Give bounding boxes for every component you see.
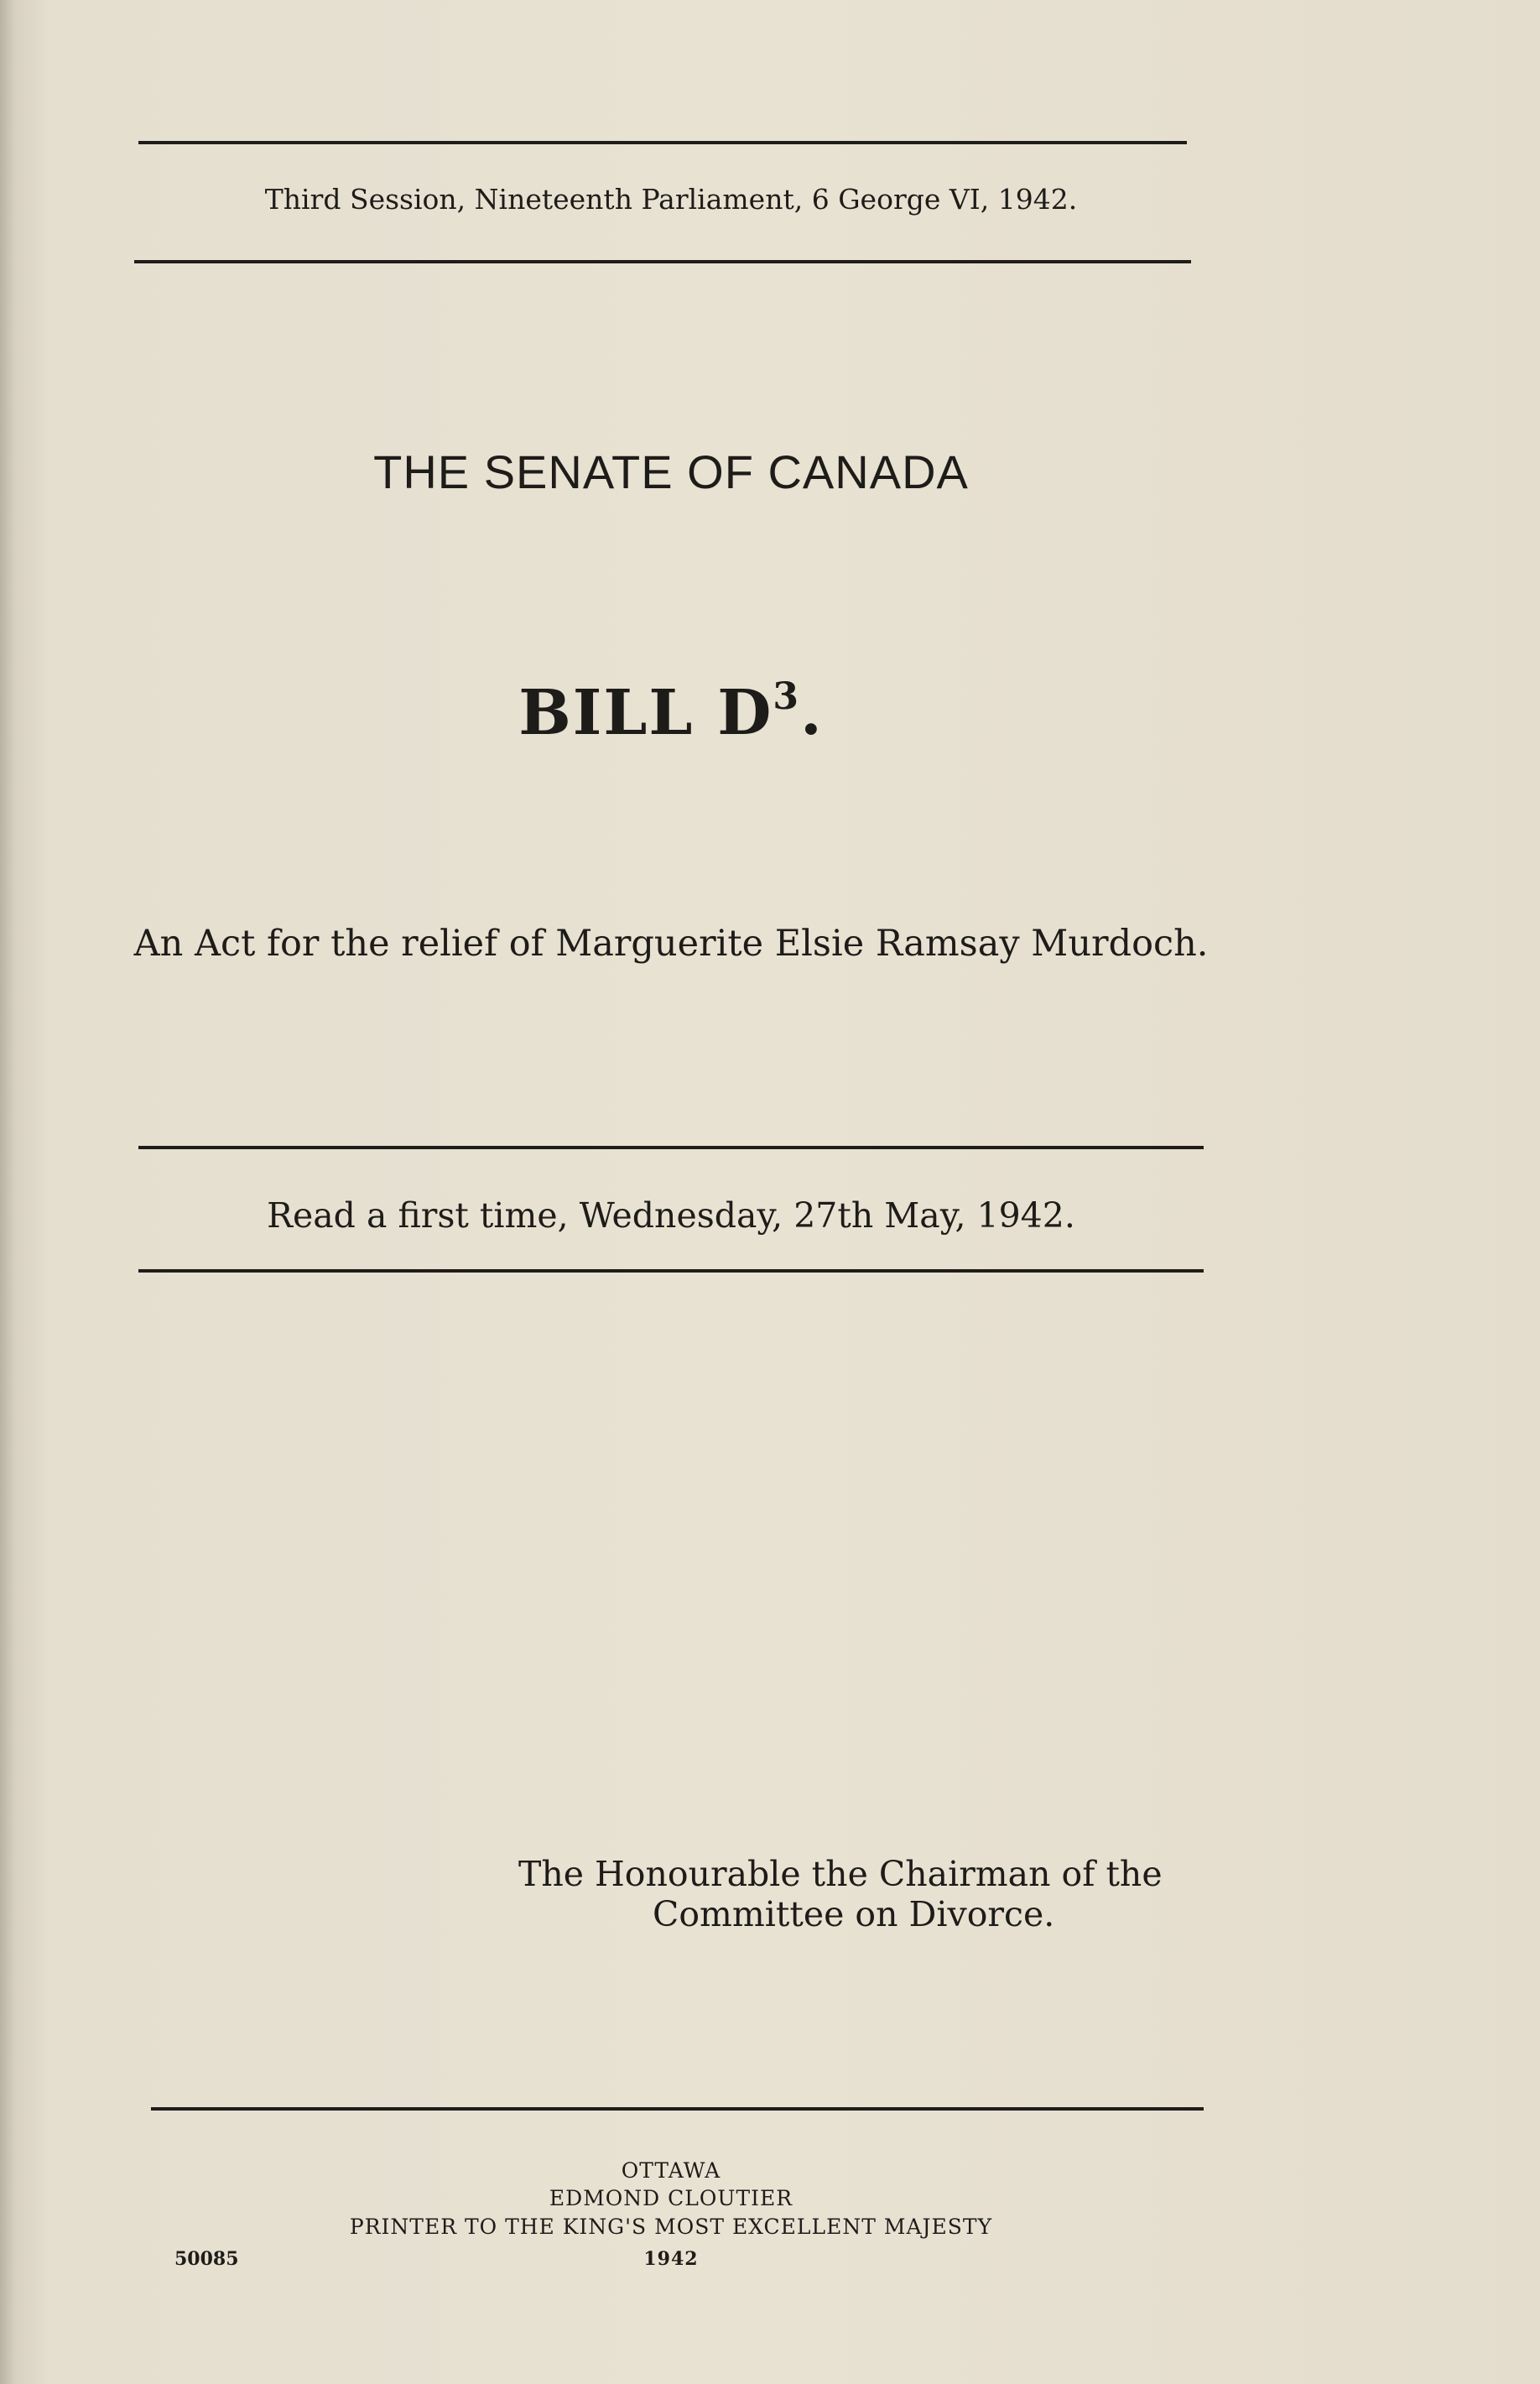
bill-label: BILL D	[518, 677, 773, 749]
reading-line: Read a first time, Wednesday, 27th May, 1942.	[267, 1195, 1075, 1236]
reading-rule-bottom	[138, 1269, 1204, 1273]
bill-period: .	[800, 677, 824, 749]
top-rule	[138, 141, 1187, 144]
imprint-year: 1942	[643, 2248, 699, 2270]
house-title: THE SENATE OF CANADA	[373, 445, 969, 498]
session-line: Third Session, Nineteenth Parliament, 6 George VI, 1942.	[264, 183, 1078, 216]
imprint-city: OTTAWA	[621, 2158, 721, 2183]
bill-superscript: 3	[773, 675, 801, 718]
imprint-rule	[151, 2107, 1204, 2111]
imprint-printer-title: PRINTER TO THE KING'S MOST EXCELLENT MAJESTY	[349, 2215, 993, 2239]
imprint-printer-name: EDMOND CLOUTIER	[549, 2186, 793, 2210]
reading-rule-top	[138, 1146, 1204, 1149]
sponsor-line-2: Committee on Divorce.	[653, 1894, 1055, 1934]
act-title: An Act for the relief of Marguerite Elsie Ramsay Murdoch.	[133, 923, 1209, 965]
bill-title	[151, 675, 1191, 749]
session-rule	[134, 260, 1191, 263]
print-code: 50085	[174, 2248, 239, 2270]
sponsor-line-1: The Honourable the Chairman of the	[518, 1854, 1163, 1894]
